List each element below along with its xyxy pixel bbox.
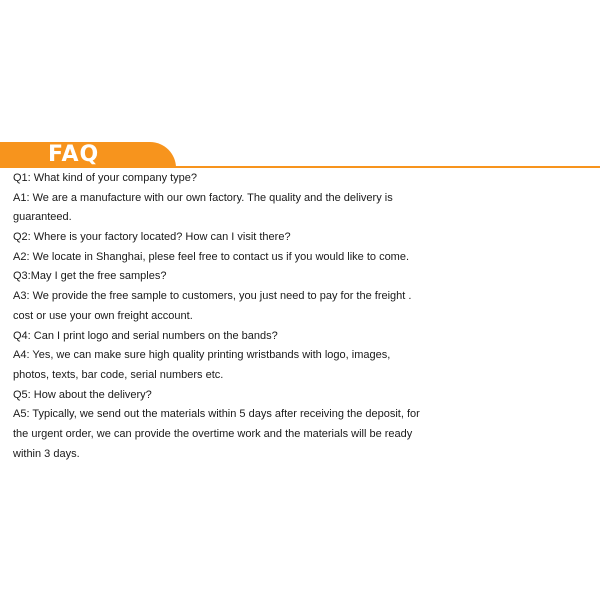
faq-line-a3-cont: cost or use your own freight account. [13,309,193,322]
faq-title: FAQ [48,142,100,167]
faq-line-a5: A5: Typically, we send out the materials within 5 days after receiving the deposit, for [13,408,420,421]
faq-line-q1: Q1: What kind of your company type? [13,172,198,184]
faq-header [0,142,600,168]
faq-line-a2: A2: We locate in Shanghai, plese feel free to contact us if you would like to come. [13,250,410,263]
faq-line-q5: Q5: How about the delivery? [13,388,152,401]
faq-line-a5-cont: the urgent order, we can provide the overtime work and the materials will be ready [13,427,413,440]
faq-line-a1: A1: We are a manufacture with our own factory. The quality and the delivery is [13,191,393,204]
faq-body [13,169,453,464]
faq-line-q3: Q3:May I get the free samples? [13,270,167,283]
faq-line-a4: A4: Yes, we can make sure high quality printing wristbands with logo, images, [13,349,391,362]
faq-line-a3: A3: We provide the free sample to customers, you just need to pay for the freight . [13,290,412,303]
faq-line-q4: Q4: Can I print logo and serial numbers on the bands? [13,329,278,342]
faq-line-a4-cont: photos, texts, bar code, serial numbers etc. [13,368,224,381]
faq-line-a5-end: within 3 days. [13,447,80,460]
faq-line-a1-cont: guaranteed. [13,211,72,224]
faq-line-q2: Q2: Where is your factory located? How can I visit there? [13,231,291,244]
